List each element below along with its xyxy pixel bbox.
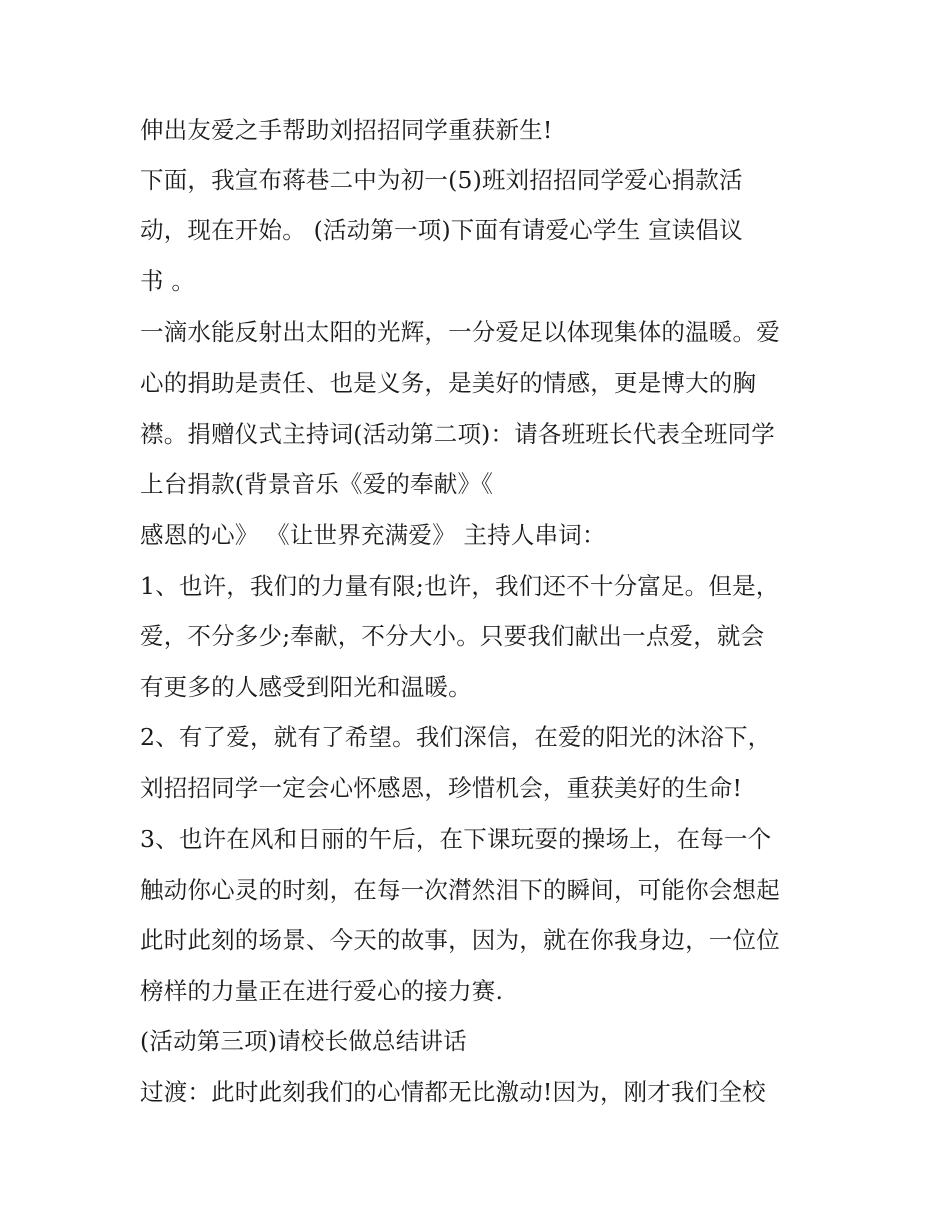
text-line: 下面，我宣布蒋巷二中为初一(5)班刘招招同学爱心捐款活 xyxy=(140,166,743,194)
text-line: 心的捐助是责任、也是义务，是美好的情感，更是博大的胸 xyxy=(140,369,757,397)
text-line: 触动你心灵的时刻，在每一次潸然泪下的瞬间，可能你会想起 xyxy=(140,876,780,904)
text-line: 上台捐款(背景音乐《爱的奉献》《 xyxy=(140,470,494,498)
text-line: 伸出友爱之手帮助刘招招同学重获新生! xyxy=(140,116,553,144)
text-line: 爱，不分多少;奉献，不分大小。只要我们献出一点爱，就会 xyxy=(140,622,765,650)
text-line: 襟。捐赠仪式主持词(活动第二项)：请各班班长代表全班同学 xyxy=(140,420,775,448)
text-line: 3、也许在风和日丽的午后，在下课玩耍的操场上，在每一个 xyxy=(140,825,772,853)
text-line: 过渡：此时此刻我们的心情都无比激动!因为，刚才我们全校 xyxy=(140,1078,766,1106)
text-line: 1、也许，我们的力量有限;也许，我们还不十分富足。但是， xyxy=(140,572,780,600)
text-line: 动，现在开始。 (活动第一项)下面有请爱心学生 宣读倡议 xyxy=(140,216,743,244)
text-line: 一滴水能反射出太阳的光辉，一分爱足以体现集体的温暖。爱 xyxy=(140,318,780,346)
text-line: 感恩的心》 《让世界充满爱》 主持人串词： xyxy=(140,521,606,549)
text-line: (活动第三项)请校长做总结讲话 xyxy=(140,1027,467,1055)
text-line: 有更多的人感受到阳光和温暖。 xyxy=(140,673,472,701)
text-line: 此时此刻的场景、今天的故事，因为，就在你我身边，一位位 xyxy=(140,926,780,954)
text-line: 刘招招同学一定会心怀感恩，珍惜机会，重获美好的生命! xyxy=(140,774,743,802)
text-line: 榜样的力量正在进行爱心的接力赛. xyxy=(140,977,504,1005)
text-line: 2、有了爱，就有了希望。我们深信，在爱的阳光的沐浴下， xyxy=(140,723,772,751)
text-line: 书 。 xyxy=(140,267,196,295)
